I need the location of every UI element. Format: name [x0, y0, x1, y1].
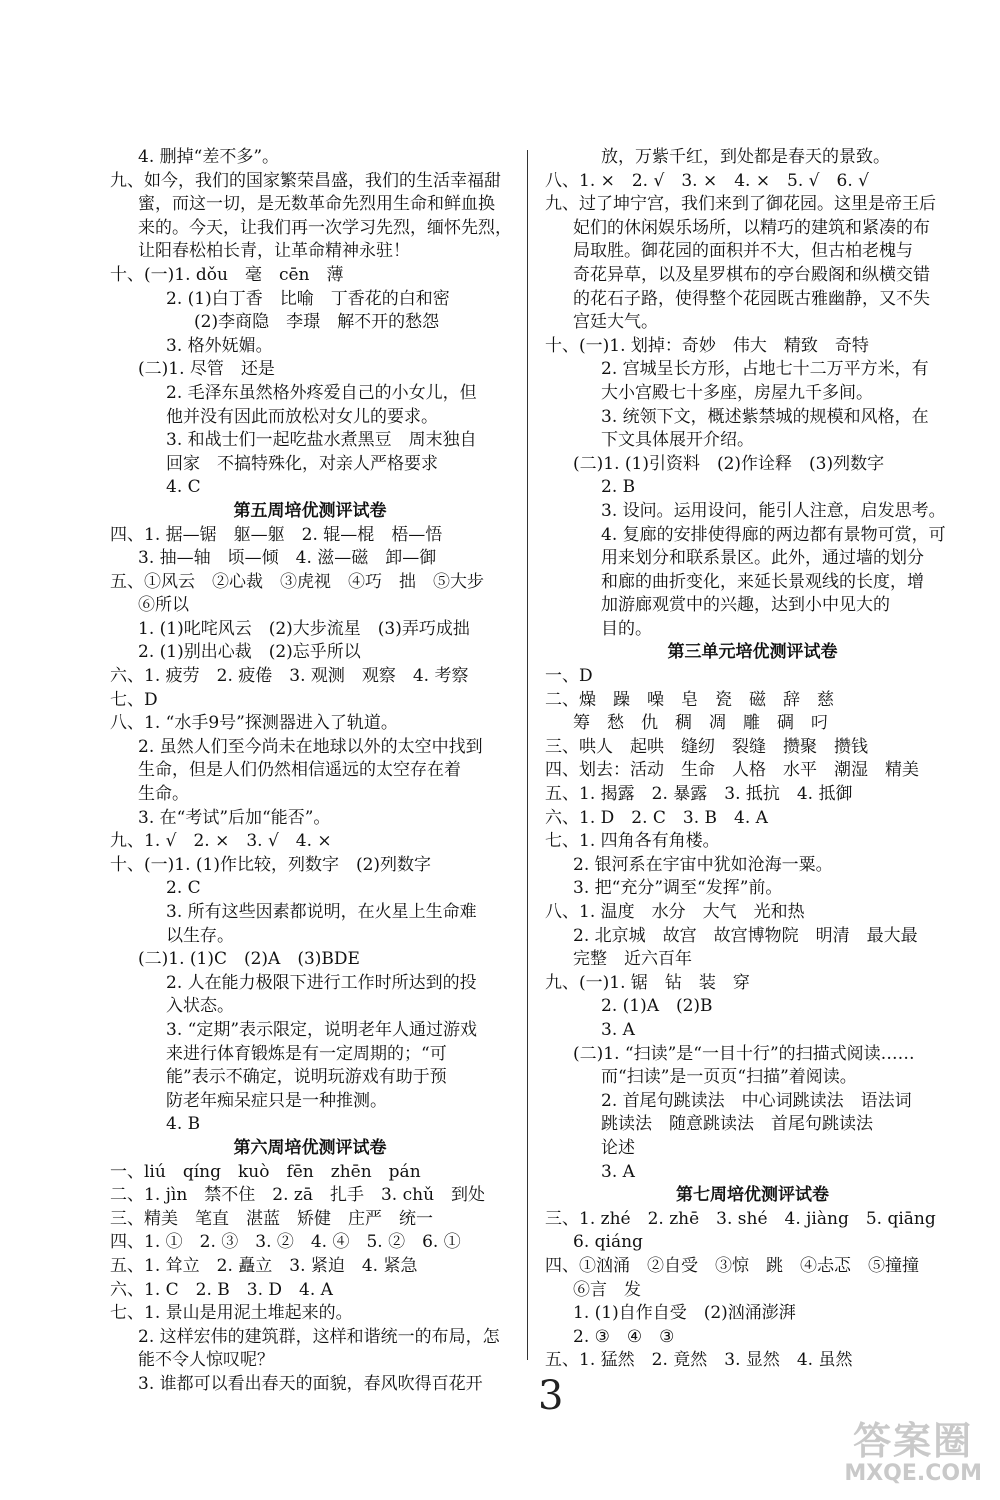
answer-line: 2. 银河系在宇宙中犹如沧海一粟。: [573, 854, 833, 875]
answer-line: 的花石子路，使得整个花园既古雅幽静，又不失: [573, 288, 930, 309]
answer-line: 妃们的休闲娱乐场所，以精巧的建筑和紧凑的布: [573, 217, 930, 238]
watermark-site: MXQE.COM: [844, 1461, 982, 1486]
answer-line: 用来划分和联系景区。此外，通过墙的划分: [601, 548, 924, 569]
answer-line: 4. 删掉“差不多”。: [138, 147, 280, 167]
section-heading: 第七周培优测评试卷: [676, 1185, 829, 1206]
answer-line: 来的。今天，让我们再一次学习先烈，缅怀先烈，: [138, 217, 512, 238]
answer-line: 3. 谁都可以看出春天的面貌，春风吹得百花开: [138, 1373, 483, 1394]
answer-line: 2. 这样宏伟的建筑群，这样和谐统一的布局，怎: [138, 1326, 500, 1347]
answer-line: 3. A: [601, 1161, 635, 1182]
answer-line: 4. B: [166, 1114, 201, 1135]
handwritten-page-number: 3: [538, 1373, 564, 1419]
answer-line: 3. 和战士们一起吃盐水煮黑豆 周末独自: [166, 430, 477, 451]
answer-line: 能不令人惊叹呢？: [138, 1350, 274, 1371]
answer-line: 3. 把“充分”调至“发挥”前。: [573, 878, 783, 899]
answer-line: 2. 人在能力极限下进行工作时所达到的投: [166, 972, 477, 993]
answer-line: 八、1. “水手9号”探测器进入了轨道。: [110, 713, 398, 734]
answer-line: 2. 宫城呈长方形，占地七十二万平方米，有: [601, 359, 929, 380]
answer-line: 6. qiáng: [573, 1232, 643, 1253]
answer-line: 跳读法 随意跳读法 首尾句跳读法: [601, 1114, 873, 1135]
answer-line: 完整 近六百年: [573, 949, 692, 970]
answer-line: 2. 毛泽东虽然格外疼爱自己的小女儿，但: [166, 382, 477, 403]
answer-line: 2. (1)别出心裁 (2)忘乎所以: [138, 642, 361, 663]
answer-line: 九、过了坤宁宫，我们来到了御花园。这里是帝王后: [545, 194, 936, 215]
answer-line: ⑥言 发: [573, 1279, 641, 1300]
answer-line: 2. ③ ④ ③: [573, 1326, 675, 1347]
answer-line: ⑥所以: [138, 595, 189, 616]
answer-line: 能”表示不确定，说明玩游戏有助于预: [166, 1067, 447, 1088]
answer-line: 2. B: [601, 477, 636, 498]
answer-line: 宫廷大气。: [573, 312, 658, 333]
section-heading: 第六周培优测评试卷: [233, 1137, 387, 1158]
left-column: [110, 146, 510, 1396]
answer-line: 九、1. √ 2. × 3. √ 4. ×: [110, 831, 332, 852]
answer-line: 3. 设问。运用设问，能引人注意，启发思考。: [601, 500, 946, 521]
answer-line: 3. 格外妩媚。: [166, 335, 273, 356]
answer-line: 放，万紫千红，到处都是春天的景致。: [601, 147, 890, 167]
answer-line: 十、(一)1. (1)作比较，列数字 (2)列数字: [110, 854, 432, 875]
answer-line: 生命。: [138, 784, 189, 805]
answer-line: 局取胜。御花园的面积并不大，但古柏老槐与: [573, 241, 913, 262]
column-divider: [527, 150, 528, 1360]
answer-line: 和廊的曲折变化，来延长景观线的长度，增: [601, 571, 924, 592]
answer-line: 七、1. 四角各有角楼。: [545, 831, 720, 852]
watermark-logo: [844, 1420, 982, 1486]
answer-line: 七、D: [110, 689, 158, 710]
answer-line: 四、划去：活动 生命 人格 水平 潮湿 精美: [545, 760, 919, 781]
answer-line: 六、1. D 2. C 3. B 4. A: [545, 807, 768, 828]
answer-line: 3. 抽—轴 顷—倾 4. 滋—磁 卸—御: [138, 548, 437, 569]
answer-line: 蜜，而这一切，是无数革命先烈用生命和鲜血换: [138, 194, 495, 215]
answer-line: 二、1. jìn 禁不住 2. zā 扎手 3. chǔ 到处: [110, 1185, 486, 1206]
answer-line: 四、1. ① 2. ③ 3. ② 4. ④ 5. ② 6. ①: [110, 1232, 461, 1253]
answer-line: 三、精美 笔直 湛蓝 矫健 庄严 统一: [110, 1208, 433, 1229]
answer-line: 九、(一)1. 锯 钻 装 穿: [545, 972, 750, 993]
answer-line: (二)1. 尽管 还是: [138, 359, 275, 380]
answer-line: (二)1. (1)C (2)A (3)BDE: [138, 949, 360, 970]
answer-line: 2. (1)A (2)B: [601, 996, 713, 1017]
answer-line: 3. A: [601, 1019, 635, 1040]
answer-line: 3. 统领下文，概述紫禁城的规模和风格，在: [601, 406, 929, 427]
answer-line: 防老年痴呆症只是一种推测。: [166, 1090, 387, 1111]
answer-line: 六、1. 疲劳 2. 疲倦 3. 观测 观察 4. 考察: [110, 666, 469, 687]
answer-line: 论述: [601, 1137, 635, 1158]
answer-line: 三、1. zhé 2. zhē 3. shé 4. jiàng 5. qiāng: [545, 1208, 936, 1229]
answer-line: 筹 愁 仇 稠 凋 雕 碉 叼: [573, 713, 828, 734]
answer-line: 1. (1)叱咤风云 (2)大步流星 (3)弄巧成拙: [138, 618, 470, 639]
answer-line: 大小宫殿七十多座，房屋九千多间。: [601, 382, 873, 403]
answer-line: 他并没有因此而放松对女儿的要求。: [166, 406, 438, 427]
answer-line: 五、①风云 ②心裁 ③虎视 ④巧 拙 ⑤大步: [110, 571, 484, 592]
answer-line: 回家 不搞特殊化，对亲人严格要求: [166, 453, 438, 474]
answer-line: 4. 复廊的安排使得廊的两边都有景物可赏，可: [601, 524, 946, 545]
answer-line: 1. (1)自作自受 (2)汹涌澎湃: [573, 1303, 796, 1324]
answer-line: 来进行体育锻炼是有一定周期的；“可: [166, 1043, 447, 1064]
answer-line: 六、1. C 2. B 3. D 4. A: [110, 1279, 333, 1300]
answer-line: 八、1. 温度 水分 大气 光和热: [545, 902, 805, 922]
answer-line: (2)李商隐 李璟 解不开的愁怨: [194, 312, 440, 333]
answer-line: 2. C: [166, 878, 201, 899]
answer-line: 奇花异草，以及星罗棋布的亭台殿阁和纵横交错: [573, 264, 930, 285]
section-heading: 第五周培优测评试卷: [233, 500, 387, 521]
answer-line: 五、1. 耸立 2. 矗立 3. 紧迫 4. 紧急: [110, 1255, 418, 1276]
answer-line: 2. 北京城 故宫 故宫博物院 明清 最大最: [573, 925, 918, 946]
answer-line: 3. 在“考试”后加“能否”。: [138, 807, 331, 828]
answer-line: 八、1. × 2. √ 3. × 4. × 5. √ 6. √: [545, 170, 869, 191]
answer-line: 一、liú qíng kuò fēn zhēn pán: [110, 1161, 421, 1182]
answer-line: 2. 首尾句跳读法 中心词跳读法 语法词: [601, 1090, 912, 1111]
answer-line: 目的。: [601, 618, 652, 639]
answer-line: 以生存。: [166, 925, 234, 946]
answer-line: 2. (1)白丁香 比喻 丁香花的白和密: [166, 288, 450, 309]
answer-line: 三、哄人 起哄 缝纫 裂缝 攒聚 攒钱: [545, 736, 868, 757]
answer-line: 加游廊观赏中的兴趣，达到小中见大的: [601, 595, 890, 616]
answer-line: 而“扫读”是一页页“扫描”着阅读。: [601, 1067, 857, 1088]
answer-line: 4. C: [166, 477, 201, 498]
answer-line: 生命，但是人们仍然相信遥远的太空存在着: [138, 760, 461, 781]
watermark-title: 答案圈: [853, 1419, 974, 1463]
answer-line: 十、(一)1. 划掉：奇妙 伟大 精致 奇特: [545, 335, 869, 356]
answer-line: (二)1. (1)引资料 (2)作诠释 (3)列数字: [573, 453, 885, 474]
answer-line: 入状态。: [166, 996, 234, 1017]
right-column: [545, 146, 960, 1373]
answer-line: 3. “定期”表示限定，说明老年人通过游戏: [166, 1019, 478, 1040]
answer-line: 让阳春松柏长青，让革命精神永驻！: [138, 241, 410, 262]
section-heading: 第三单元培优测评试卷: [667, 642, 838, 663]
answer-line: 四、1. 据—锯 躯—躯 2. 辊—棍 梧—悟: [110, 524, 443, 545]
answer-line: 二、燥 躁 噪 皂 瓷 磁 辞 慈: [545, 689, 834, 710]
answer-line: (二)1. “扫读”是“一目十行”的扫描式阅读……: [573, 1043, 915, 1064]
answer-line: 下文具体展开介绍。: [601, 430, 754, 451]
answer-line: 一、D: [545, 666, 593, 687]
answer-line: 十、(一)1. dǒu 毫 cēn 薄: [110, 264, 344, 285]
answer-line: 四、①汹涌 ②自受 ③惊 跳 ④忐忑 ⑤撞撞: [545, 1255, 919, 1276]
answer-line: 2. 虽然人们至今尚未在地球以外的太空中找到: [138, 736, 483, 757]
answer-line: 九、如今，我们的国家繁荣昌盛，我们的生活幸福甜: [110, 170, 501, 191]
answer-line: 五、1. 揭露 2. 暴露 3. 抵抗 4. 抵御: [545, 784, 853, 805]
answer-line: 3. 所有这些因素都说明，在火星上生命难: [166, 902, 477, 922]
answer-line: 五、1. 猛然 2. 竟然 3. 显然 4. 虽然: [545, 1350, 853, 1371]
answer-line: 七、1. 景山是用泥土堆起来的。: [110, 1303, 353, 1324]
